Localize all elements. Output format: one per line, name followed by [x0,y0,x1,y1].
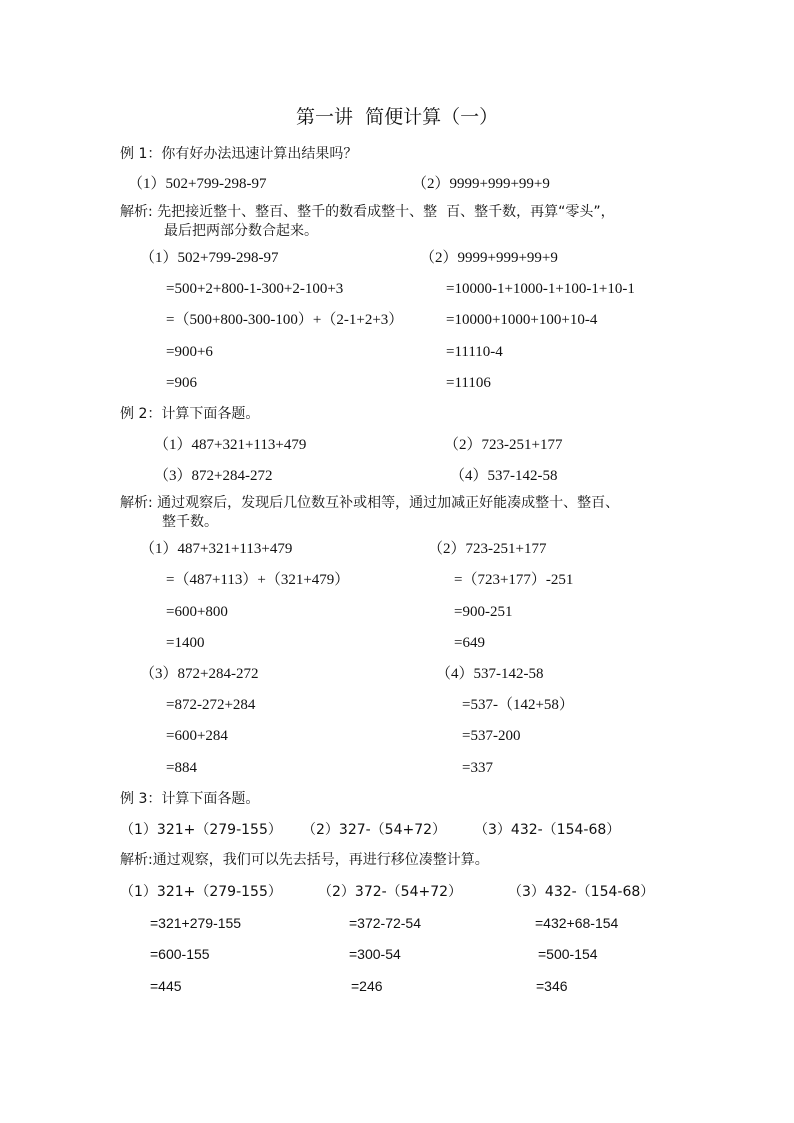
example-1-heading: 例 1：你有好办法迅速计算出结果吗？ [120,146,358,162]
example-2-question-2: （2）723-251+177 [444,437,563,453]
example-2-solution-2-line: （2）723-251+177 [428,541,547,557]
example-3-solution-1-line: =445 [150,978,182,994]
page-title: 第一讲 简便计算（一） [296,106,499,128]
example-1-question-2: （2）9999+999+99+9 [412,176,550,192]
example-2-solution-4-line: =537-200 [462,728,521,744]
example-2-solution-4-line: （4）537-142-58 [436,666,544,682]
example-1-solution-1-line: （1）502+799-298-97 [140,250,279,266]
example-2-solution-1-line: =600+800 [166,604,228,620]
example-3-analysis: 解析:通过观察，我们可以先去括号，再进行移位凑整计算。 [120,852,489,868]
example-3-solution-1-line: （1）321+（279-155） [120,884,282,900]
example-3-solution-3-line: =500-154 [538,946,598,962]
example-2-question-4: （4）537-142-58 [450,468,558,484]
example-2-solution-3-line: （3）872+284-272 [140,666,259,682]
example-2-solution-2-line: =900-251 [454,604,513,620]
example-1-solution-1-line: =（500+800-300-100）+（2-1+2+3） [166,312,404,328]
example-2-solution-2-line: =649 [454,635,485,651]
example-2-analysis: 解析: 通过观察后，发现后几位数互补或相等，通过加减正好能凑成整十、整百、 [120,495,620,511]
example-3-question-2: （2）327-（54+72） [302,822,447,838]
example-2-question-3: （3）872+284-272 [154,468,273,484]
example-1-solution-1-line: =906 [166,375,197,391]
example-3-question-3: （3）432-（154-68） [474,822,621,838]
example-2-solution-1-line: =1400 [166,635,205,651]
example-2-solution-1-line: （1）487+321+113+479 [140,541,293,557]
example-1-analysis: 解析: 先把接近整十、整百、整千的数看成整十、整 百、整千数，再算“零头”， [120,204,615,220]
example-2-analysis-cont: 整千数。 [162,514,218,530]
example-3-solution-3-line: =432+68-154 [535,915,619,931]
example-2-solution-3-line: =884 [166,760,197,776]
example-2-solution-3-line: =600+284 [166,728,228,744]
example-3-solution-3-line: =346 [536,978,568,994]
example-3-question-1: （1）321+（279-155） [120,822,282,838]
example-1-solution-1-line: =500+2+800-1-300+2-100+3 [166,281,344,297]
example-2-solution-3-line: =872-272+284 [166,697,256,713]
example-3-heading: 例 3：计算下面各题。 [120,791,260,807]
example-3-solution-1-line: =600-155 [150,946,210,962]
example-3-solution-2-line: =372-72-54 [349,915,422,931]
example-1-question-1: （1）502+799-298-97 [128,176,267,192]
example-3-solution-1-line: =321+279-155 [150,915,242,931]
example-2-solution-4-line: =537-（142+58） [462,697,574,713]
example-1-solution-2-line: =11106 [446,375,491,391]
example-1-solution-2-line: =10000-1+1000-1+100-1+10-1 [446,281,635,297]
example-2-heading: 例 2：计算下面各题。 [120,406,260,422]
example-1-solution-2-line: =10000+1000+100+10-4 [446,312,598,328]
example-3-solution-2-line: =246 [351,978,383,994]
example-1-solution-2-line: =11110-4 [446,344,503,360]
example-2-solution-4-line: =337 [462,760,493,776]
example-1-analysis-cont: 最后把两部分数合起来。 [164,223,318,239]
example-1-solution-1-line: =900+6 [166,344,213,360]
example-2-solution-2-line: =（723+177）-251 [454,572,574,588]
example-1-solution-2-line: （2）9999+999+99+9 [420,250,558,266]
example-3-solution-3-line: （3）432-（154-68） [508,884,655,900]
example-3-solution-2-line: =300-54 [349,946,401,962]
example-2-solution-1-line: =（487+113）+（321+479） [166,572,350,588]
example-2-question-1: （1）487+321+113+479 [154,437,307,453]
example-3-solution-2-line: （2）372-（54+72） [318,884,463,900]
